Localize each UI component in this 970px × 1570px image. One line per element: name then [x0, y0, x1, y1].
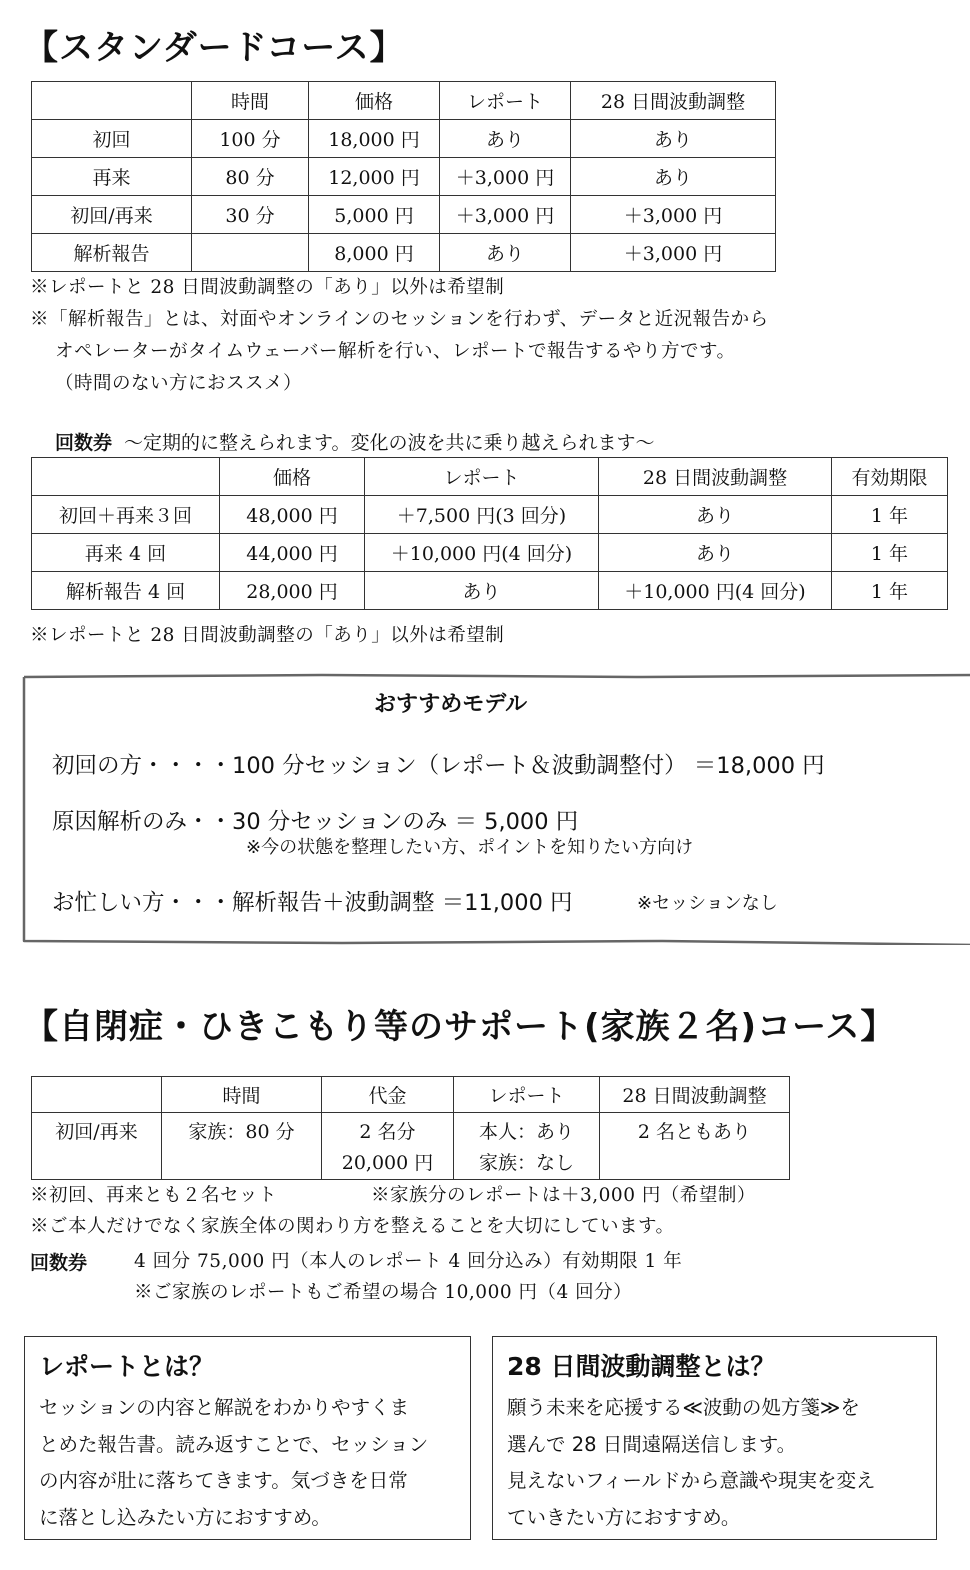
- table-header: 28 日間波動調整: [571, 82, 776, 120]
- wave-info-title: 28 日間波動調整とは？: [507, 1352, 776, 1381]
- table-cell: ＋3,000 円: [571, 234, 776, 272]
- table-cell: ＋7,500 円(3 回分): [365, 496, 599, 534]
- ticket-subtitle: ～定期的に整えられます。変化の波を共に乗り越えられます～: [124, 432, 655, 454]
- table-row: [32, 196, 776, 234]
- table-cell: 1 年: [832, 534, 948, 572]
- report-info-line: セッションの内容と解説をわかりやすくま: [39, 1396, 410, 1419]
- table-cell: ＋3,000 円: [571, 196, 776, 234]
- wave-info-line: ていきたい方におすすめ。: [507, 1505, 741, 1529]
- table-cell: あり: [599, 534, 832, 572]
- family-ticket-text: 4 回分 75,000 円（本人のレポート 4 回分込み）有効期限 1 年: [134, 1251, 683, 1272]
- standard-note-3: オペレーターがタイムウェーバー解析を行い、レポートで報告するやり方です。: [55, 341, 736, 362]
- standard-note-2: ※「解析報告」とは、対面やオンラインのセッションを行わず、データと近況報告から: [30, 309, 769, 330]
- table-header-row: [32, 458, 948, 496]
- table-cell: [322, 1113, 454, 1180]
- report-info-line: の内容が肚に落ちてきます。気づきを日常: [39, 1469, 408, 1492]
- table-cell: ＋10,000 円(4 回分): [599, 572, 832, 610]
- table-header: 時間: [162, 1077, 322, 1113]
- table-cell: あり: [440, 234, 571, 272]
- table-header: 価格: [220, 458, 365, 496]
- table-cell: 48,000 円: [220, 496, 365, 534]
- table-cell: 再来: [32, 158, 192, 196]
- table-cell: 100 分: [192, 120, 309, 158]
- report-info-body: [39, 1390, 428, 1536]
- table-cell: 28,000 円: [220, 572, 365, 610]
- table-cell: 再来 4 回: [32, 534, 220, 572]
- wave-info-line: 見えないフィールドから意識や現実を変え: [507, 1469, 876, 1492]
- table-cell: 初回＋再来３回: [32, 496, 220, 534]
- recommend-line-busy: お忙しい方・・・解析報告＋波動調整 ＝11,000 円: [52, 890, 573, 916]
- table-header-row: [32, 1077, 790, 1113]
- table-row: [32, 572, 948, 610]
- table-cell: 1 年: [832, 572, 948, 610]
- recommend-box: [22, 673, 970, 945]
- table-cell: [32, 82, 192, 120]
- table-row: [32, 158, 776, 196]
- family-note-report: ※家族分のレポートは＋3,000 円（希望制）: [371, 1185, 756, 1206]
- table-cell: [32, 1077, 162, 1113]
- report-info-box: [24, 1336, 471, 1540]
- table-cell: 解析報告: [32, 234, 192, 272]
- recommend-title: おすすめモデル: [374, 692, 528, 717]
- standard-note-4: （時間のない方におススメ）: [55, 373, 303, 394]
- table-cell: 44,000 円: [220, 534, 365, 572]
- table-cell: 80 分: [192, 158, 309, 196]
- table-cell: 2 名ともあり: [600, 1113, 790, 1180]
- family-course-title: 【自閉症・ひきこもり等のサポート(家族２名)コース】: [24, 1007, 896, 1047]
- table-cell: 家族：80 分: [162, 1113, 322, 1180]
- table-cell: 12,000 円: [309, 158, 440, 196]
- wave-info-line: 願う未来を応援する≪波動の処方箋≫を: [507, 1396, 860, 1419]
- table-header: 時間: [192, 82, 309, 120]
- family-note-set: ※初回、再来とも２名セット: [30, 1185, 278, 1206]
- table-row: [32, 496, 948, 534]
- table-header-row: [32, 82, 776, 120]
- standard-course-title: 【スタンダードコース】: [24, 28, 405, 68]
- table-cell: 初回/再来: [32, 196, 192, 234]
- table-row: [32, 534, 948, 572]
- table-header: 価格: [309, 82, 440, 120]
- table-cell: あり: [440, 120, 571, 158]
- recommend-line-first: 初回の方・・・・100 分セッション（レポート＆波動調整付） ＝18,000 円: [52, 753, 825, 779]
- wave-info-line: 選んで 28 日間遠隔送信します。: [507, 1432, 797, 1456]
- family-price-table: [31, 1076, 790, 1180]
- table-header: 28 日間波動調整: [600, 1077, 790, 1113]
- recommend-line-cause: 原因解析のみ・・30 分セッションのみ ＝ 5,000 円: [52, 809, 579, 835]
- family-note-2: ※ご本人だけでなく家族全体の関わり方を整えることを大切にしています。: [30, 1216, 675, 1237]
- report-family: 家族：なし: [478, 1152, 574, 1174]
- table-header: 有効期限: [832, 458, 948, 496]
- table-cell: あり: [599, 496, 832, 534]
- wave-info-box: [492, 1336, 937, 1540]
- table-cell: ＋10,000 円(4 回分): [365, 534, 599, 572]
- table-cell: [32, 458, 220, 496]
- table-header: レポート: [440, 82, 571, 120]
- report-info-line: に落とし込みたい方におすすめ。: [39, 1505, 331, 1529]
- family-ticket-label: 回数券: [30, 1252, 88, 1274]
- report-info-line: とめた報告書。読み返すことで、セッション: [39, 1432, 429, 1456]
- table-cell: 解析報告 4 回: [32, 572, 220, 610]
- table-cell: 1 年: [832, 496, 948, 534]
- table-cell: ＋3,000 円: [440, 158, 571, 196]
- table-cell: 8,000 円: [309, 234, 440, 272]
- table-header: 代金: [322, 1077, 454, 1113]
- family-ticket-note: ※ご家族のレポートもご希望の場合 10,000 円（4 回分）: [134, 1282, 633, 1303]
- standard-price-table: [31, 81, 776, 272]
- table-row: [32, 1113, 790, 1180]
- table-row: [32, 120, 776, 158]
- price-amount: 20,000 円: [341, 1152, 434, 1174]
- table-cell: あり: [571, 158, 776, 196]
- table-cell: あり: [365, 572, 599, 610]
- recommend-line-cause-note: ※今の状態を整理したい方、ポイントを知りたい方向け: [246, 837, 694, 858]
- recommend-line-busy-note: ※セッションなし: [637, 893, 778, 914]
- table-cell: 30 分: [192, 196, 309, 234]
- ticket-label: 回数券: [55, 432, 113, 454]
- table-cell: 初回/再来: [32, 1113, 162, 1180]
- price-count: 2 名分: [359, 1121, 416, 1143]
- ticket-price-table: [31, 457, 948, 610]
- table-header: レポート: [365, 458, 599, 496]
- standard-note-1: ※レポートと 28 日間波動調整の「あり」以外は希望制: [30, 277, 505, 298]
- ticket-heading: [55, 428, 655, 455]
- table-cell: [192, 234, 309, 272]
- ticket-note: ※レポートと 28 日間波動調整の「あり」以外は希望制: [30, 625, 505, 646]
- table-header: レポート: [454, 1077, 600, 1113]
- table-cell: あり: [571, 120, 776, 158]
- table-cell: [454, 1113, 600, 1180]
- table-header: 28 日間波動調整: [599, 458, 832, 496]
- table-cell: ＋3,000 円: [440, 196, 571, 234]
- report-self: 本人：あり: [478, 1121, 574, 1143]
- table-cell: 5,000 円: [309, 196, 440, 234]
- wave-info-body: [507, 1390, 876, 1536]
- table-row: [32, 234, 776, 272]
- table-cell: 18,000 円: [309, 120, 440, 158]
- report-info-title: レポートとは？: [39, 1352, 215, 1381]
- table-cell: 初回: [32, 120, 192, 158]
